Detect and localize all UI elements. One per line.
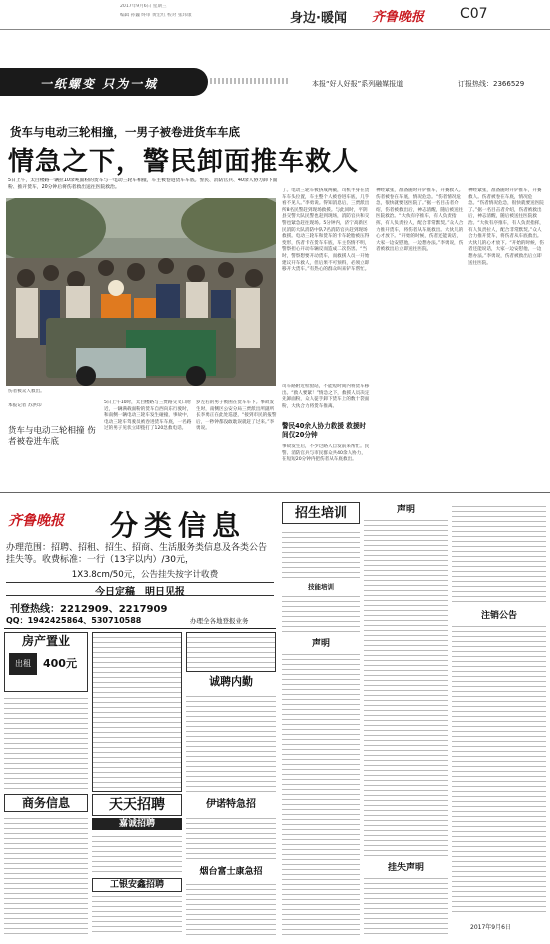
brand-logo: 齐鲁晚报 (372, 10, 425, 25)
classified-area (0, 494, 550, 944)
ad-gongyin: 工银安鑫招聘 (92, 878, 182, 892)
ad-business-text (4, 814, 88, 936)
col1-subtitle: 货车与电动三轮相撞 伤者被卷进车底 (8, 426, 96, 447)
ad-neiqin-text (186, 632, 276, 672)
ad-cancel-text (452, 622, 546, 916)
ad-house-title: 房产置业 (21, 634, 70, 648)
ad-statement-1: 声明 (311, 639, 330, 649)
classified-qq: QQ：1942425864、530710588 (6, 616, 142, 625)
article-bottom-rule (0, 492, 550, 493)
hotline-label-text: 订报热线： (458, 80, 493, 88)
classified-divider (4, 628, 276, 629)
ad-colF-text (452, 502, 546, 602)
ad-statement-1-text (282, 650, 360, 936)
classified-brand: 齐鲁晚报 (8, 513, 64, 529)
ad-gongyin-text (92, 892, 182, 936)
ad-training-text2 (282, 592, 360, 632)
ad-lost-text (364, 874, 448, 936)
col1-text: 5日上午10时，太白楼路与三贾路交叉口附近，一辆满载面粉的货车自西向东行驶时，和南侧一辆电动三轮车发生碰撞，事故中，电动三轮车驾驶员被卷进货车车底，一名路过的男子见状立即拨打了120急救电话。 (104, 400, 192, 432)
col4-text: 神经紧张，准备随时开铲推车，开赛救人。伤者被卷在车底，情况危急。“伤者情况危急，很快就要送医院了。”据一名目击者介绍，伤者被救出后，神志清醒，随后被送往医院救治。“大伙有序推车，有人负责指挥，有人负责拉人，配合非常默契。”众人合力推开货车，将伤者从车底救出。大伙儿的心才放下。“开始的时候，伤者还能说话，大家一边安慰他，一边想办法。”李勇说，伤者被救出后立即送往医院。 (376, 188, 464, 253)
hotline-label (458, 79, 524, 89)
ad-house-deal: 出租 (9, 653, 37, 675)
article-lead: 5日上午，太白楼路一辆拉10余吨面粉的货车与一电动三轮车相撞，车主被卷进货车车底。警民、消防官兵、40余人协力卸下面粉、推开货车，20分钟后将伤者救出送往医院救治。 (8, 178, 278, 190)
banner-promo: 本报“好人好报”系列融媒报道 (312, 80, 404, 88)
classified-today: 今日定稿 明日见报 (6, 582, 274, 596)
ad-jiacheng-text (92, 832, 182, 874)
ad-training-sub: 技能培训 (308, 583, 334, 591)
ad-colB-text (92, 632, 182, 792)
ad-statement-2: 声明 (396, 505, 415, 515)
ad-house-text (4, 694, 88, 790)
article-byline: 本报记者 苏洪印 (8, 403, 42, 408)
article-headline: 情急之下，警民卸面推车救人 (8, 147, 360, 177)
section-name: 身边·暖闻 (290, 11, 347, 26)
classified-phones (10, 600, 167, 615)
classified-title: 分类信息 (110, 509, 247, 542)
header-rule (0, 29, 550, 30)
ad-business: 商务信息 (4, 794, 88, 812)
hotline-number: 2366529 (493, 80, 525, 88)
classified-line1: 办理范围：招聘、招租、招生、招商、生活服务类信息及各类公告挂失等。收费标准：一行（13字以内）/30元， (6, 543, 268, 565)
ad-yinuote-text (186, 814, 276, 860)
page-number: C07 (460, 6, 488, 22)
ad-yinuote: 伊诺特急招 (206, 799, 256, 810)
ad-training: 招生培训 (282, 502, 360, 524)
date-line: 2017年9月6日 星期三 (120, 4, 167, 9)
ad-house-price: 400元 (43, 657, 77, 670)
banner (0, 66, 550, 102)
news-photo (6, 198, 276, 386)
ad-lost-statement: 挂失声明 (387, 863, 424, 873)
phone-numbers: 2212909、2217909 (60, 604, 168, 615)
ad-foxconn-text (186, 880, 276, 936)
banner-slogan: 一纸螺变 只为一城 (40, 77, 159, 91)
ad-cancel-notice: 注销公告 (480, 611, 517, 621)
col5-text: 神经紧张，准备随时开铲推车，开赛救人。伤者被卷在车底，情况危急。“伤者情况危急，很快就要送医院了。”据一名目击者介绍，伤者被救出后，神志清醒，随后被送往医院救治。“大伙有序推车，有人负责指挥，有人负责拉人，配合非常默契。”众人合力推开货车，将伤者从车底救出。大伙儿的心才放下。“开始的时候，伤者还能说话，大家一边安慰他，一边想办法。”李勇说，伤者被救出后立即送往医院。 (468, 188, 544, 266)
col3-text-2: 司车路附近检验站，不能短时间内将货车移出。“救人要紧！”情急之下，救援人员决定先卸面粉，众人徒手卸下货车上的数十袋面粉，大伙合力将货车推离。 (282, 384, 370, 409)
ad-end-date: 2017年9月6日 (470, 924, 511, 931)
ad-neiqin-text2 (186, 692, 276, 792)
photo-caption: 伤者被众人救出。 (8, 389, 45, 394)
ad-jobs: 天天招聘 (92, 794, 182, 816)
classified-line2: 1X3.8cm/50元，公告挂失按字计收费 (71, 570, 219, 580)
ad-statement-2-text (364, 516, 448, 856)
staff-line: 编辑 孙巍 终审 黄宏红 校对 张玮康 (120, 13, 192, 18)
banner-stripe (210, 78, 290, 84)
col3-boxhead: 警民40余人协力救援 救援时间仅20分钟 (282, 422, 367, 439)
ad-foxconn: 烟台富士康急招 (199, 867, 263, 877)
col3-text: 了。电动三轮车被挤成两截，司机半身在货车车头位置，车主整个人被卷进车底，几乎看不见人。”李勇说。得知消息后，三贾派出所8名民警赶到现场救援。与此同时，平阴县交警大队民警也赶到现场，消防官兵和交警也紧急赶往现场。5分钟内，济宁高新区民消防大队消防中队7名消防官兵赶到现场救援。电动三轮车和货车的卡车轮胎被压得变形，伤者卡在货车车底，车主伤情不明，警察担心开动车辆反而造成二次伤害。“当时，警察想要开动货车，而救援人员一开始建议开车救人，但后果不可预料，必须立即移开大货车。”有热心的群众叫来铲车帮忙。 (282, 188, 370, 273)
phone-label: 刊登热线： (10, 604, 60, 615)
ad-house (4, 632, 88, 692)
article-subhead: 货车与电动三轮相撞，一男子被卷进货车车底 (10, 125, 240, 139)
col3-text-3: 事故发生后，不少过路人自发前来帮忙。民警、消防官兵与市民群众共40余人协力，在短短20分钟内把伤者从车底救出。 (282, 444, 370, 463)
news-photo-art (6, 198, 276, 386)
classified-address: 办理全各地登报业务 (190, 617, 249, 625)
ad-training-text (282, 528, 360, 580)
ad-neiqin: 诚聘内勤 (209, 675, 253, 688)
col2-text: 岁左右的男子被困在货车车下。事故发生时，南侧区公安分局三贾派出所副所长李勇正在此处巡逻，“接到市民的报警后，一秒钟都没敢耽误就赶了过来。”李勇说。 (196, 400, 277, 432)
ad-jiacheng: 嘉诚招聘 (92, 818, 182, 830)
